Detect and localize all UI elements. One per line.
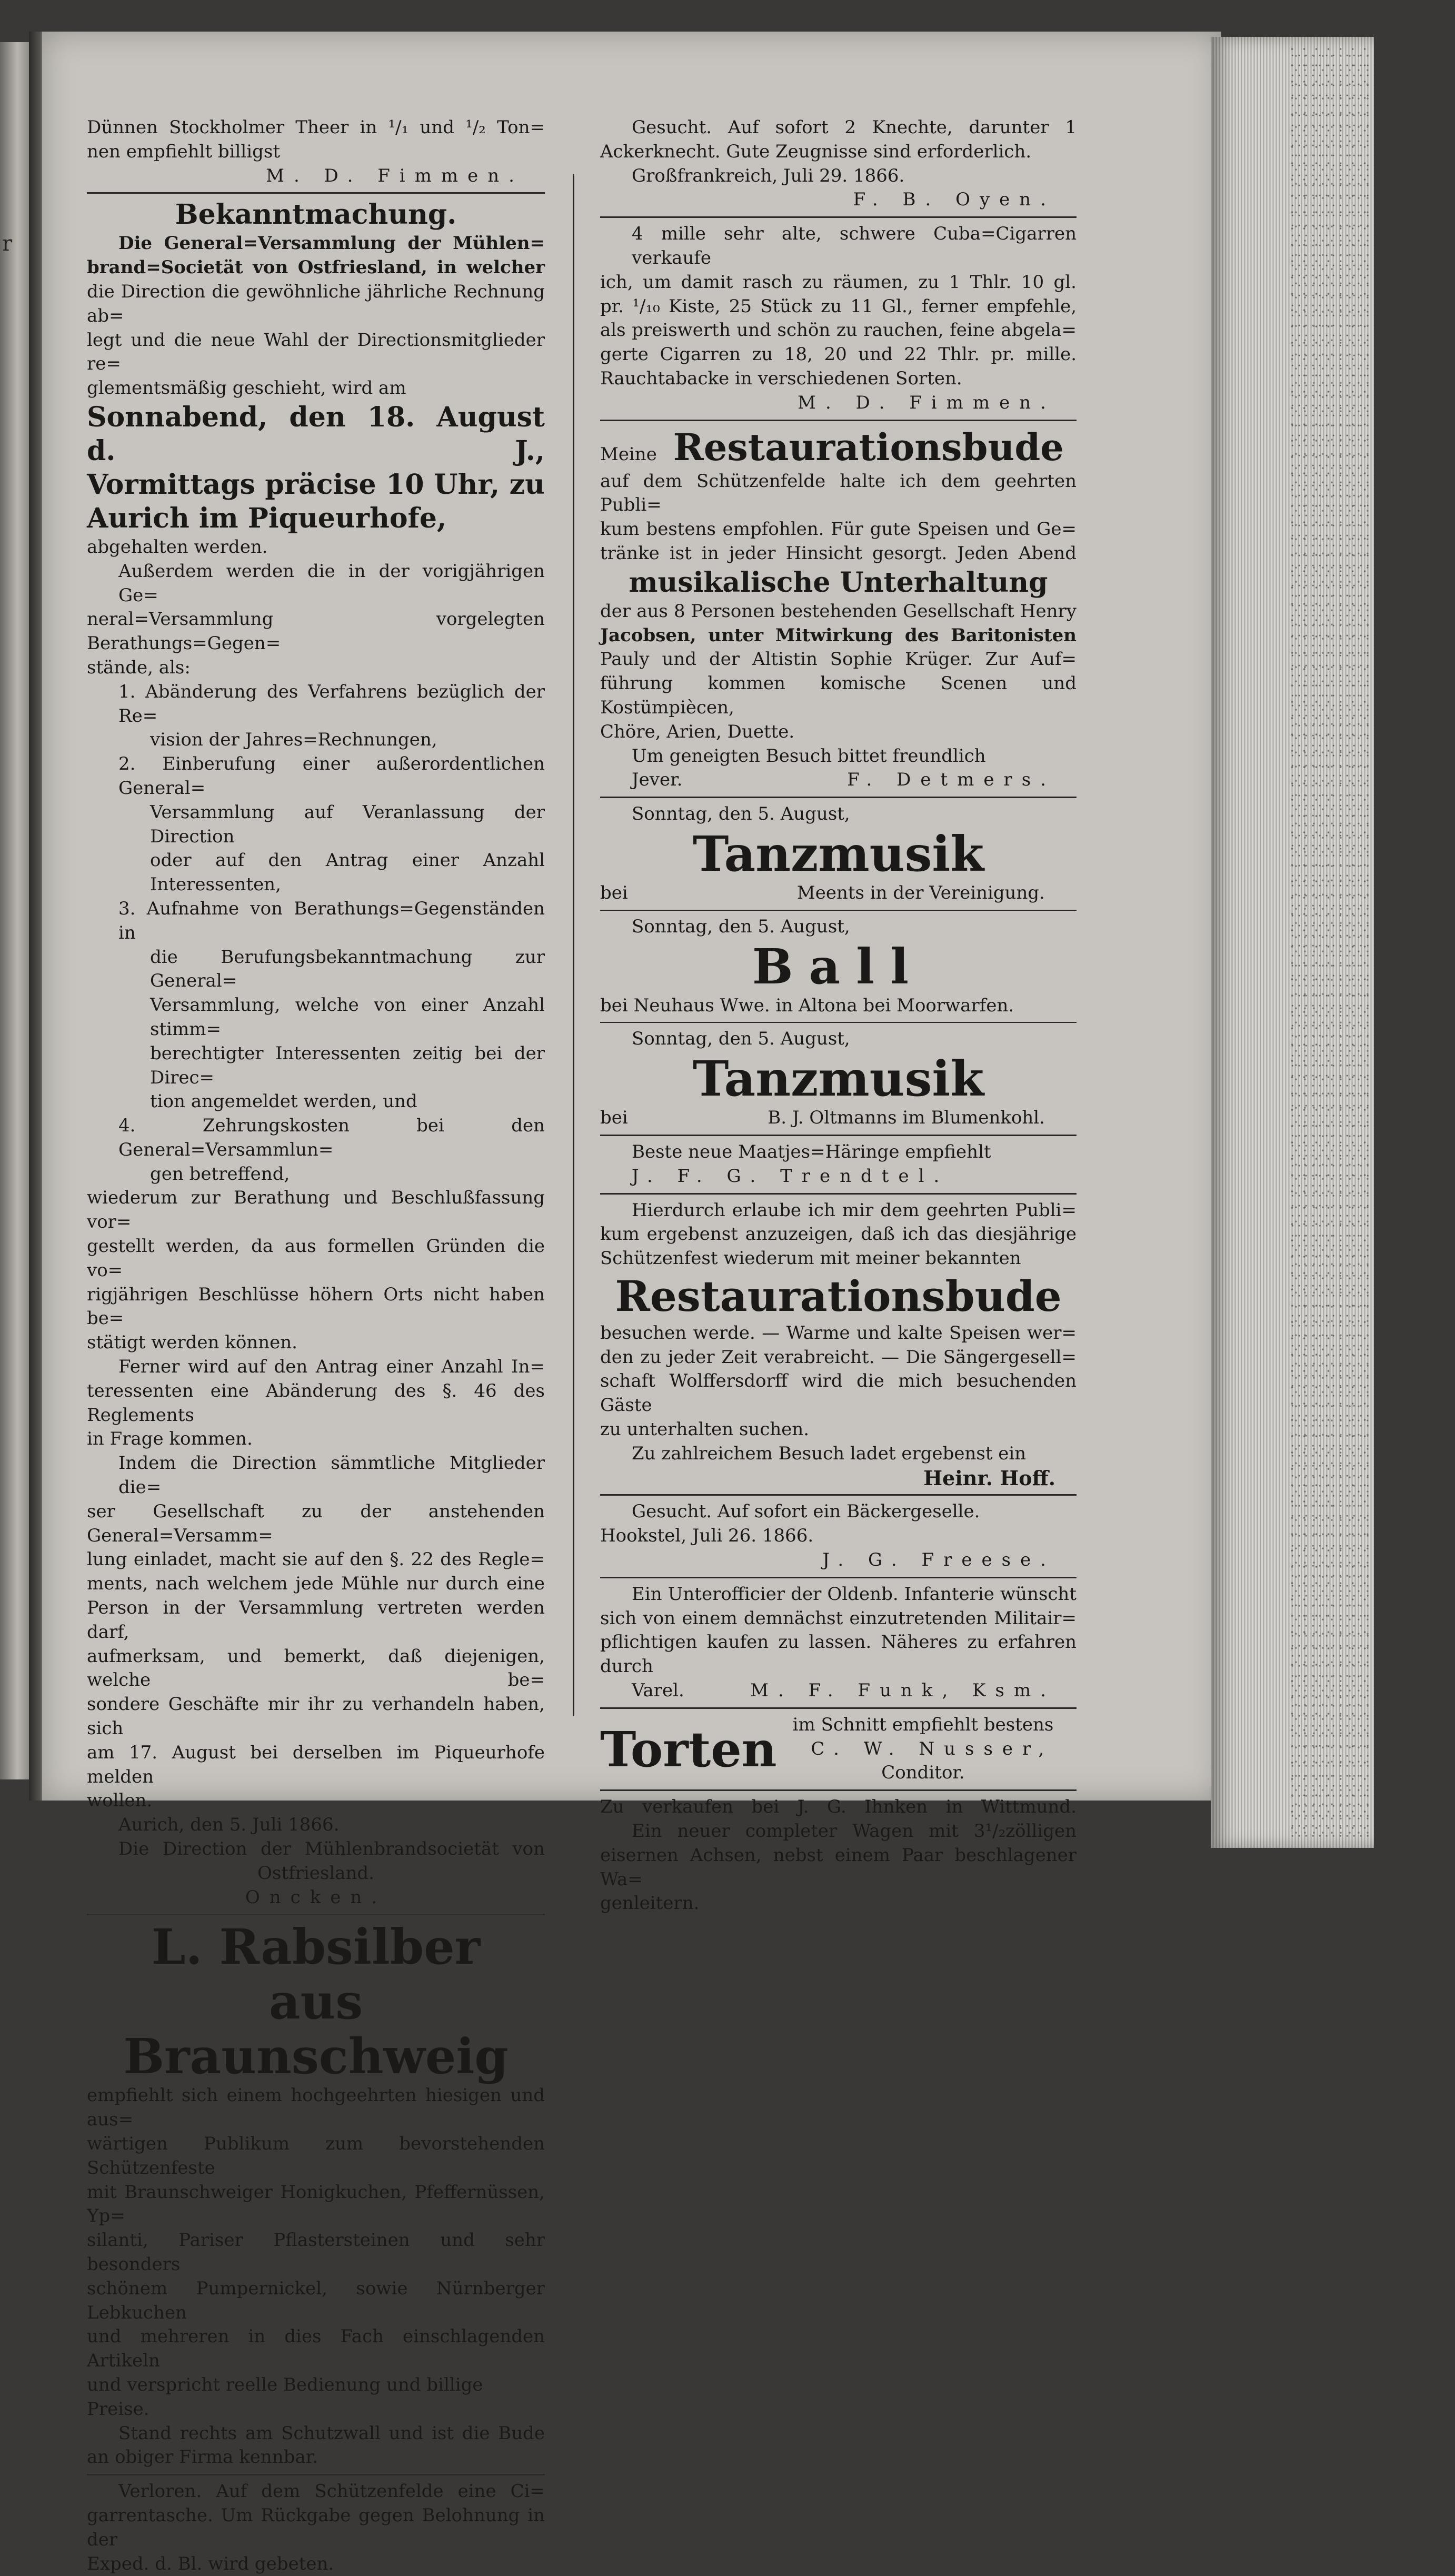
ad-signature: Oncken.	[245, 1886, 387, 1908]
list-item-line: oder auf den Antrag einer Anzahl Interessenten,	[150, 850, 545, 896]
ad-maatjes	[600, 1140, 1077, 1189]
ad-line: teressenten eine Abänderung des §. 46 des Reglements	[87, 1380, 545, 1426]
ad-gesucht-knechte	[600, 116, 1077, 212]
separator-rule	[600, 1494, 1077, 1496]
list-item-line: 1. Abänderung des Verfahrens bezüglich der Re=	[118, 681, 545, 727]
list-item-line: gen betreffend,	[150, 1163, 290, 1185]
ad-date-line: Vormittags präcise 10 Uhr, zu	[87, 468, 545, 501]
list-item-line: die Berufungsbekanntmachung zur General=	[150, 946, 545, 992]
ad-title: Bekanntmachung.	[175, 198, 457, 231]
ad-wagen	[600, 1795, 1077, 1916]
ad-line: schaft Wolffersdorff wird die mich besuchenden Gäste	[600, 1370, 1077, 1416]
ad-line: kum ergebenst anzuzeigen, daß ich das diesjährige	[600, 1224, 1077, 1245]
ad-line: sich von einem demnächst einzutretenden Militair=	[600, 1607, 1077, 1629]
ad-title: Tanzmusik	[692, 1050, 984, 1108]
ad-tanzmusik-meents	[600, 802, 1077, 906]
ad-unterofficier	[600, 1583, 1077, 1703]
ad-line: wärtigen Publikum zum bevorstehenden Schützenfeste	[87, 2133, 545, 2179]
ad-line: im Schnitt empfiehlt bestens	[792, 1714, 1054, 1735]
ad-torten	[600, 1713, 1077, 1785]
ad-line: silanti, Pariser Pflastersteinen und sehr besonders	[87, 2230, 545, 2275]
ad-place: Jever.	[632, 769, 683, 791]
ad-signature-line	[600, 768, 1077, 792]
ad-line: wiederum zur Berathung und Beschlußfassung vor=	[87, 1187, 545, 1233]
ad-line: Um geneigten Besuch bittet freundlich	[632, 745, 986, 767]
ad-signature-line	[600, 1679, 1077, 1703]
list-item-line: 2. Einberufung einer außerordentlichen General=	[118, 753, 545, 799]
ad-line: Ein Unterofficier der Oldenb. Infanterie wünscht	[632, 1583, 1077, 1605]
ad-line: der aus 8 Personen bestehenden Gesellschaft Henry	[600, 600, 1077, 622]
separator-rule	[600, 216, 1077, 218]
ad-date-line: Sonnabend, den 18. August d. J.,	[87, 401, 545, 467]
ad-line: legt und die neue Wahl der Directionsmitglieder re=	[87, 329, 545, 375]
ad-line: und verspricht reelle Bedienung und billige Preise.	[87, 2374, 483, 2420]
ad-line: als preiswerth und schön zu rauchen, feine abgela=	[600, 320, 1077, 341]
ad-bekanntmachung	[87, 198, 545, 1909]
ad-signature: F. B. Oyen.	[853, 189, 1055, 211]
ad-line: Hookstel, Juli 26. 1866.	[600, 1525, 814, 1547]
ad-line	[600, 881, 1077, 906]
ad-line: Gesucht. Auf sofort 2 Knechte, darunter 1	[632, 117, 1077, 138]
ad-line: mit Braunschweiger Honigkuchen, Pfeffernüssen, Yp=	[87, 2181, 545, 2227]
ad-line: am 17. August bei derselben im Piqueurhofe melden	[87, 1742, 545, 1787]
ad-line: und mehreren in dies Fach einschlagenden Artikeln	[87, 2326, 545, 2372]
ad-line: führung kommen komische Scenen und Kostümpiècen,	[600, 673, 1077, 718]
list-item-line: vision der Jahres=Rechnungen,	[150, 729, 437, 751]
ad-gesucht-baecker	[600, 1500, 1077, 1572]
ad-line: Zu zahlreichem Besuch ladet ergebenst ein	[632, 1443, 1027, 1464]
ad-line: Die General=Versammlung der Mühlen=	[118, 233, 545, 254]
ad-line: Indem die Direction sämmtliche Mitglieder die=	[118, 1453, 545, 1498]
ad-line: kum bestens empfohlen. Für gute Speisen und Ge=	[600, 519, 1077, 540]
ad-line: gerte Cigarren zu 18, 20 und 22 Thlr. pr. mille.	[600, 344, 1077, 365]
ad-place-date: Aurich, den 5. Juli 1866.	[118, 1814, 340, 1836]
ad-signature: F. Detmers.	[847, 769, 1055, 791]
ad-tanzmusik-oltmanns	[600, 1027, 1077, 1130]
ad-signature: Heinr. Hoff.	[923, 1466, 1055, 1490]
ad-signature: Ostfriesland.	[257, 1862, 374, 1884]
separator-rule	[600, 910, 1077, 911]
ad-line: garrentasche. Um Rückgabe gegen Belohnung in der	[87, 2504, 545, 2550]
ad-title-line	[600, 425, 1077, 470]
separator-rule	[87, 192, 545, 194]
ad-line: 4 mille sehr alte, schwere Cuba=Cigarren verkaufe	[632, 223, 1077, 268]
ad-line: Person in der Versammlung vertreten werden darf,	[87, 1597, 545, 1643]
ad-line: Ein neuer completer Wagen mit 3¹/₂zölligen	[632, 1821, 1077, 1842]
ad-line: Stand rechts am Schutzwall und ist die Bude	[118, 2422, 545, 2444]
ad-line: Gesucht. Auf sofort ein Bäckergeselle.	[632, 1501, 980, 1523]
ad-line: Dünnen Stockholmer Theer in ¹/₁ und ¹/₂ Ton=	[87, 117, 545, 138]
column-divider	[573, 174, 574, 1716]
ad-line: auf dem Schützenfelde halte ich dem geehrten Publi=	[600, 470, 1077, 516]
ad-title: aus Braunschweig	[123, 1973, 509, 2085]
ad-line: ser Gesellschaft zu der anstehenden General=Versamm=	[87, 1500, 545, 1546]
facing-page-fragment: r	[2, 232, 13, 256]
ad-line: ich, um damit rasch zu räumen, zu 1 Thlr. 10 gl.	[600, 271, 1077, 293]
ad-line: wollen.	[87, 1790, 153, 1812]
facing-page-edge	[0, 42, 29, 1779]
ad-line: die Direction die gewöhnliche jährliche Rechnung ab=	[87, 281, 545, 326]
ad-line: glementsmäßig geschieht, wird am	[87, 377, 406, 399]
separator-rule	[87, 1914, 545, 1915]
ad-line: Conditor.	[881, 1762, 965, 1784]
ad-verloren	[87, 2480, 545, 2576]
ad-line: neral=Versammlung vorgelegten Berathungs=Gegen=	[87, 609, 545, 654]
ad-line: sondere Geschäfte mir ihr zu verhandeln haben, sich	[87, 1694, 545, 1739]
separator-rule	[600, 1135, 1077, 1136]
separator-rule	[600, 420, 1077, 421]
ad-ball-neuhaus	[600, 915, 1077, 1018]
ad-line: Rauchtabacke in verschiedenen Sorten.	[600, 367, 962, 389]
ad-stockholm-tar	[87, 116, 545, 188]
ad-line: Pauly und der Altistin Sophie Krüger. Zur Auf=	[600, 649, 1077, 670]
list-item-line: Versammlung, welche von einer Anzahl stimm=	[150, 994, 545, 1040]
ad-line: Schützenfest wiederum mit meiner bekannten	[600, 1248, 1021, 1269]
ad-line: Zu verkaufen bei J. G. Ihnken in Wittmund.	[600, 1796, 1077, 1818]
ad-date: Sonntag, den 5. August,	[632, 803, 850, 825]
ad-title: Restaurationsbude	[673, 425, 1064, 469]
ad-line: tränke ist in jeder Hinsicht gesorgt. Jeden Abend	[600, 542, 1077, 564]
ad-who: Meents in der Vereinigung.	[796, 882, 1045, 903]
ad-line: Hierdurch erlaube ich mir dem geehrten Publi=	[632, 1199, 1077, 1221]
ad-date: Sonntag, den 5. August,	[632, 1028, 850, 1050]
ad-date: Sonntag, den 5. August,	[632, 916, 850, 937]
ad-title: Restaurationsbude	[615, 1271, 1062, 1321]
separator-rule	[600, 1193, 1077, 1195]
ad-rabsilber	[87, 1919, 545, 2470]
ad-date-line: Aurich im Piqueurhofe,	[87, 502, 447, 534]
ad-line: nen empfiehlt billigst	[87, 141, 281, 162]
ad-line: ments, nach welchem jede Mühle nur durch eine	[87, 1573, 545, 1595]
ad-restaurationsbude-hoff	[600, 1199, 1077, 1490]
ad-signature: M. D. Fimmen.	[798, 392, 1055, 413]
ad-line: Ackerknecht. Gute Zeugnisse sind erforderlich.	[600, 141, 1032, 162]
ad-signature: J. F. G. Trendtel.	[632, 1165, 949, 1187]
ad-signature: M. D. Fimmen.	[266, 165, 524, 186]
ad-line: Jacobsen, unter Mitwirkung des Baritonisten	[600, 624, 1077, 646]
right-column	[600, 116, 1077, 1916]
ad-title: L. Rabsilber	[151, 1918, 481, 1976]
ad-title: Ball	[752, 938, 925, 995]
ad-line: besuchen werde. — Warme und kalte Speisen wer=	[600, 1322, 1077, 1344]
separator-rule	[600, 797, 1077, 798]
ad-line: Beste neue Maatjes=Häringe empfiehlt	[632, 1141, 991, 1162]
ad-line: stätigt werden können.	[87, 1332, 297, 1354]
ad-line: den zu jeder Zeit verabreicht. — Die Sängergesell=	[600, 1346, 1077, 1368]
ad-line: empfiehlt sich einem hochgeehrten hiesigen und aus=	[87, 2085, 545, 2131]
separator-rule	[600, 1789, 1077, 1791]
list-item-line: Versammlung auf Veranlassung der Direction	[150, 801, 545, 847]
ad-line	[87, 256, 545, 280]
list-item-line: 3. Aufnahme von Berathungs=Gegenständen in	[118, 898, 545, 943]
ad-signature: M. F. Funk, Ksm.	[750, 1680, 1055, 1702]
ad-who: B. J. Oltmanns im Blumenkohl.	[768, 1107, 1045, 1129]
ad-cigarren	[600, 222, 1077, 415]
ad-line: aufmerksam, und bemerkt, daß diejenigen, welche be=	[87, 1645, 545, 1691]
ad-line: Ferner wird auf den Antrag einer Anzahl In=	[118, 1356, 545, 1378]
ad-line: eisernen Achsen, nebst einem Paar beschlagener Wa=	[600, 1844, 1077, 1890]
ad-signature: C. W. Nusser,	[811, 1738, 1054, 1759]
list-item-line: tion angemeldet werden, und	[150, 1091, 417, 1112]
ad-bei: bei	[600, 1107, 628, 1129]
ad-meine: Meine	[600, 443, 657, 465]
separator-rule	[600, 1707, 1077, 1709]
list-item-line: 4. Zehrungskosten bei den General=Versammlun=	[118, 1115, 545, 1160]
ad-line: genleitern.	[600, 1893, 700, 1914]
ad-signature: Die Direction der Mühlenbrandsocietät von	[118, 1838, 545, 1859]
ad-signature: J. G. Freese.	[822, 1549, 1055, 1571]
separator-rule	[87, 2474, 545, 2475]
list-item-line: berechtigter Interessenten zeitig bei der Direc=	[150, 1042, 545, 1088]
ad-line: pflichtigen kaufen zu lassen. Näheres zu erfahren durch	[600, 1632, 1077, 1677]
ad-place: Varel.	[632, 1680, 684, 1702]
ad-line: bei Neuhaus Wwe. in Altona bei Moorwarfen.	[600, 994, 1014, 1016]
ad-line: abgehalten werden.	[87, 536, 268, 558]
ad-line: Exped. d. Bl. wird gebeten.	[87, 2553, 334, 2574]
ad-line: gestellt werden, da aus formellen Gründen die vo=	[87, 1236, 545, 1281]
ad-line: lung einladet, macht sie auf den §. 22 des Regle=	[87, 1549, 545, 1570]
ad-bei: bei	[600, 882, 628, 903]
ad-line: an obiger Firma kennbar.	[87, 2446, 318, 2468]
ad-line: pr. ¹/₁₀ Kiste, 25 Stück zu 11 Gl., ferner empfehle,	[600, 295, 1077, 317]
ad-line: Verloren. Auf dem Schützenfelde eine Ci=	[118, 2481, 545, 2502]
ad-line-text: brand=Societät von Ostfriesland, in welcher	[87, 257, 545, 279]
ad-line: stände, als:	[87, 657, 191, 678]
ad-line: zu unterhalten suchen.	[600, 1419, 810, 1440]
ad-line: schönem Pumpernickel, sowie Nürnberger Lebkuchen	[87, 2277, 545, 2323]
ad-line	[600, 1106, 1077, 1130]
ad-subtitle: musikalische Unterhaltung	[629, 566, 1048, 599]
separator-rule	[600, 1577, 1077, 1578]
ad-line: Großfrankreich, Juli 29. 1866.	[632, 165, 905, 186]
ad-title: Torten	[600, 1720, 777, 1778]
ad-line: Chöre, Arien, Duette.	[600, 721, 795, 742]
separator-rule	[600, 1022, 1077, 1023]
ad-torten-text	[793, 1713, 1054, 1785]
ad-title: Tanzmusik	[692, 825, 984, 882]
ad-line: Außerdem werden die in der vorigjährigen Ge=	[118, 560, 545, 606]
ad-line: rigjährigen Beschlüsse höhern Orts nicht haben be=	[87, 1284, 545, 1329]
left-column	[87, 116, 545, 2576]
ad-line: in Frage kommen.	[87, 1428, 253, 1450]
ad-restaurationsbude-detmers	[600, 425, 1077, 793]
page-edge-speckle	[1290, 47, 1374, 1837]
